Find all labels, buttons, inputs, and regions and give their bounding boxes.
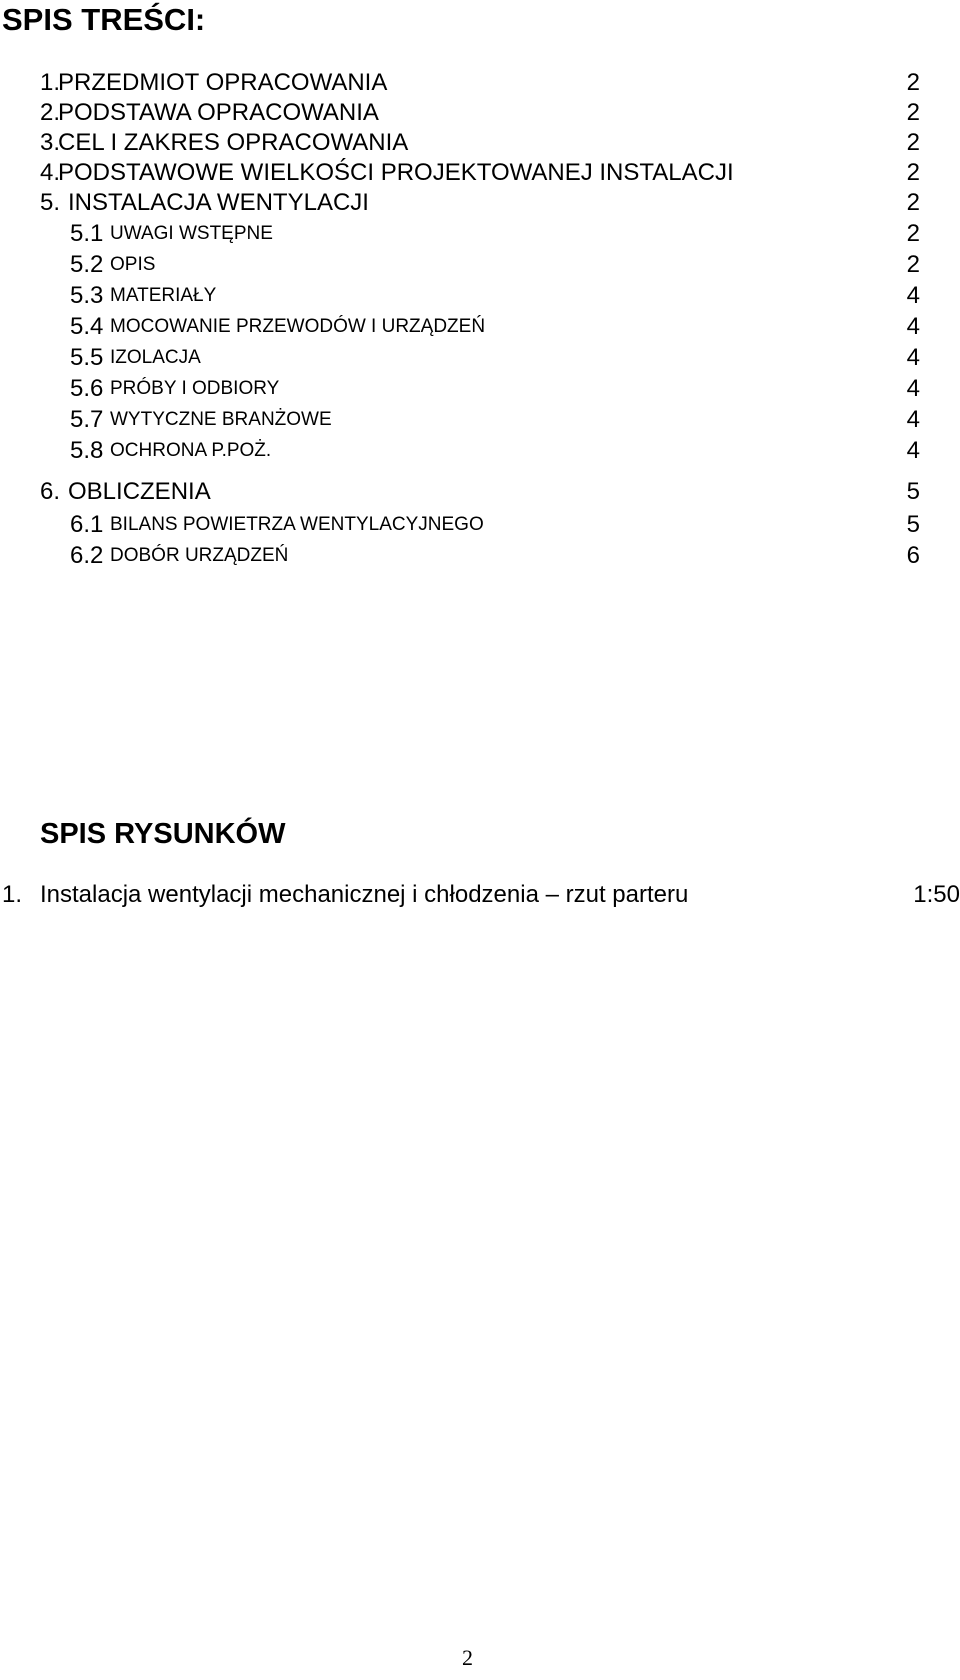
toc-entry-title: CEL I ZAKRES OPRACOWANIA [58,129,409,156]
toc-entry-page: 6 [906,542,920,569]
toc-entry-number: 2. [40,99,61,126]
toc-subentry [0,281,960,311]
toc-entry-number: 6. [40,478,61,505]
figure-entry-number: 1. [2,881,23,908]
toc-entry-number: 5.7 [70,406,104,433]
toc-subentry [0,219,960,249]
toc-entry-number: 5. [40,189,61,216]
page-number: 2 [462,1645,473,1670]
figure-entry-scale: 1:50 [913,881,960,908]
toc-entry-number: 1. [40,69,61,96]
toc-entry-number: 5.5 [70,344,104,371]
toc-subentry [0,510,960,540]
toc-entry-title: OPIS [110,254,156,275]
toc-entry-title: MOCOWANIE PRZEWODÓW I URZĄDZEŃ [110,316,486,337]
toc-entry-title: PODSTAWOWE WIELKOŚCI PROJEKTOWANEJ INSTALACJI [58,159,734,186]
toc-entry-number: 3. [40,129,61,156]
toc-entry-number: 5.4 [70,313,104,340]
toc-entry-page: 2 [906,189,920,216]
toc-entry-number: 5.6 [70,375,104,402]
toc-entry-page: 4 [906,406,920,433]
toc-entry-title: PRÓBY I ODBIORY [110,378,280,399]
toc-entry-page: 5 [906,511,920,538]
toc-entry-page: 2 [906,159,920,186]
toc-entry-title: PRZEDMIOT OPRACOWANIA [58,69,388,96]
toc-entry [0,158,960,188]
toc-entry-page: 2 [906,129,920,156]
figure-entry-title: Instalacja wentylacji mechanicznej i chłodzenia – rzut parteru [40,881,689,908]
figure-entry [0,878,960,912]
toc-entry-title: DOBÓR URZĄDZEŃ [110,545,289,566]
toc-entry [0,477,960,507]
table-of-contents [0,0,960,600]
toc-entry-title: UWAGI WSTĘPNE [110,223,273,244]
toc-entry-page: 2 [906,99,920,126]
toc-entry-page: 4 [906,375,920,402]
toc-subentry [0,436,960,466]
toc-entry-number: 6.1 [70,511,104,538]
toc-entry-number: 4. [40,159,61,186]
toc-subentry [0,343,960,373]
toc-entry-title: WYTYCZNE BRANŻOWE [110,409,332,430]
toc-subentry [0,541,960,571]
toc-entry-page: 5 [906,478,920,505]
toc-entry-number: 5.1 [70,220,104,247]
toc-entry-page: 4 [906,437,920,464]
toc-subentry [0,312,960,342]
toc-entry-title: IZOLACJA [110,347,201,368]
toc-entry-page: 4 [906,344,920,371]
toc-subentry [0,374,960,404]
toc-entry-number: 5.8 [70,437,104,464]
toc-entry-page: 4 [906,282,920,309]
toc-entry-page: 2 [906,251,920,278]
toc-entry [0,188,960,218]
toc-entry-number: 5.2 [70,251,104,278]
toc-entry-title: INSTALACJA WENTYLACJI [68,189,369,216]
toc-subentry [0,405,960,435]
toc-entry-page: 2 [906,69,920,96]
figures-heading: SPIS RYSUNKÓW [40,818,286,850]
toc-entry [0,68,960,98]
toc-heading: SPIS TREŚCI: [2,2,206,37]
toc-entry [0,128,960,158]
toc-entry-title: BILANS POWIETRZA WENTYLACYJNEGO [110,514,484,535]
toc-entry-page: 4 [906,313,920,340]
toc-entry-number: 6.2 [70,542,104,569]
toc-entry-title: OBLICZENIA [68,478,211,505]
toc-entry-title: MATERIAŁY [110,285,217,306]
toc-entry-title: PODSTAWA OPRACOWANIA [58,99,379,126]
toc-subentry [0,250,960,280]
toc-entry [0,98,960,128]
toc-entry-title: OCHRONA P.POŻ. [110,440,272,461]
toc-entry-page: 2 [906,220,920,247]
toc-entry-number: 5.3 [70,282,104,309]
